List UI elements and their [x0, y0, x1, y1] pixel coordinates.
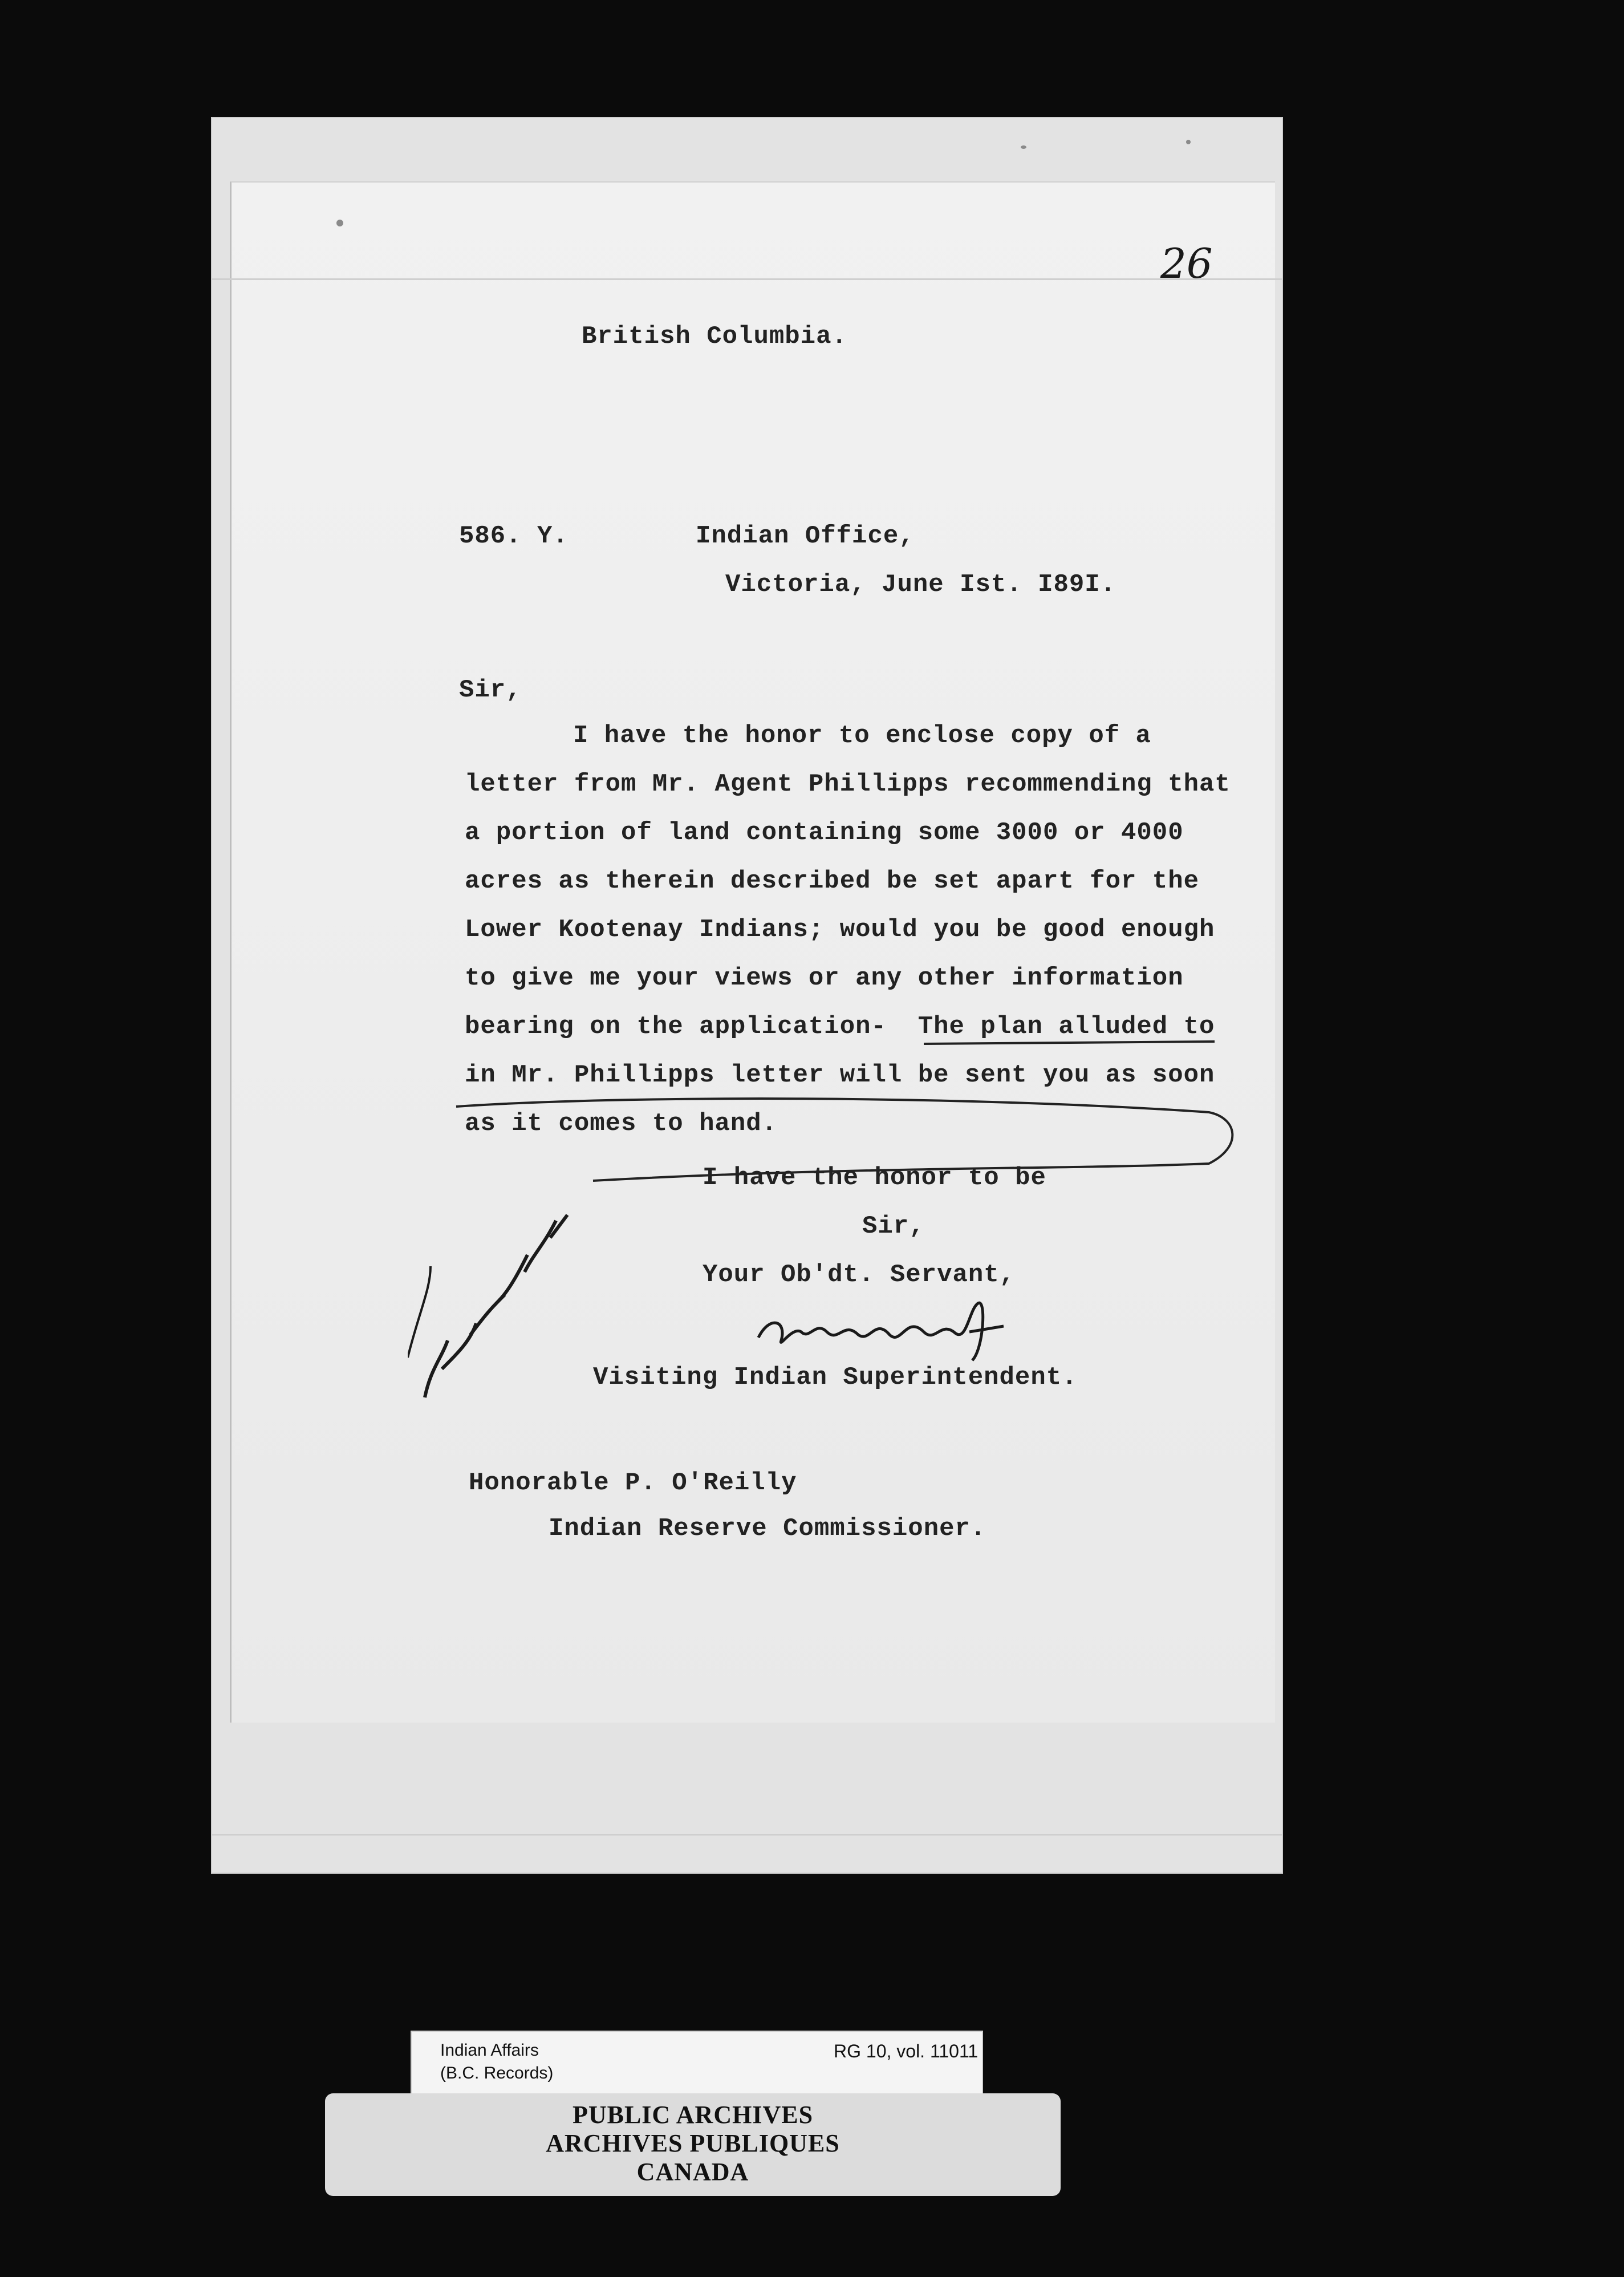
- body-line: to give me your views or any other information: [465, 964, 1184, 992]
- closing-line: Sir,: [862, 1212, 925, 1241]
- page-fold-line: [211, 278, 1283, 280]
- archive-stamp-line: ARCHIVES PUBLIQUES: [546, 2129, 840, 2157]
- paper-speck: [1186, 140, 1191, 144]
- body-line: acres as therein described be set apart for the: [465, 867, 1200, 896]
- addressee-title: Indian Reserve Commissioner.: [549, 1514, 986, 1543]
- body-line: bearing on the application- The plan alluded to: [465, 1012, 1215, 1041]
- body-line: in Mr. Phillipps letter will be sent you as soon: [465, 1061, 1215, 1089]
- handwritten-signature: [753, 1286, 1072, 1372]
- body-line: Lower Kootenay Indians; would you be good enough: [465, 915, 1215, 944]
- reference-number: RG 10, vol. 11011: [834, 2041, 979, 2061]
- archive-stamp-band: [325, 2093, 1061, 2196]
- paper-speck: [336, 220, 343, 226]
- handwritten-margin-note: [408, 1198, 590, 1415]
- handwritten-underline: [450, 1027, 1249, 1186]
- body-line: as it comes to hand.: [465, 1109, 778, 1138]
- archive-label: [325, 2031, 1061, 2196]
- closing-line: I have the honor to be: [703, 1164, 1046, 1192]
- body-line: I have the honor to enclose copy of a: [573, 722, 1151, 750]
- addressee-name: Honorable P. O'Reilly: [469, 1469, 797, 1497]
- file-number: 586. Y.: [459, 522, 569, 550]
- place-date: Victoria, June Ist. I89I.: [725, 570, 1116, 599]
- archive-stamp-line: PUBLIC ARCHIVES: [572, 2101, 814, 2129]
- salutation: Sir,: [459, 676, 522, 704]
- collection-subtitle: (B.C. Records): [440, 2064, 554, 2082]
- page-number: 26: [1160, 240, 1213, 287]
- closing-line: Your Ob'dt. Servant,: [703, 1261, 1016, 1289]
- signer-title: Visiting Indian Superintendent.: [593, 1363, 1078, 1392]
- page-fold-line: [211, 1834, 1283, 1836]
- body-line: letter from Mr. Agent Phillipps recommending that: [465, 770, 1231, 799]
- archive-label-card: [411, 2031, 983, 2096]
- body-line: a portion of land containing some 3000 or 4000: [465, 819, 1184, 847]
- office-name: Indian Office,: [696, 522, 915, 550]
- paper-speck: [1021, 145, 1026, 149]
- letter-heading: British Columbia.: [582, 322, 847, 351]
- archive-stamp-line: CANADA: [636, 2158, 749, 2186]
- collection-name: Indian Affairs: [440, 2041, 539, 2060]
